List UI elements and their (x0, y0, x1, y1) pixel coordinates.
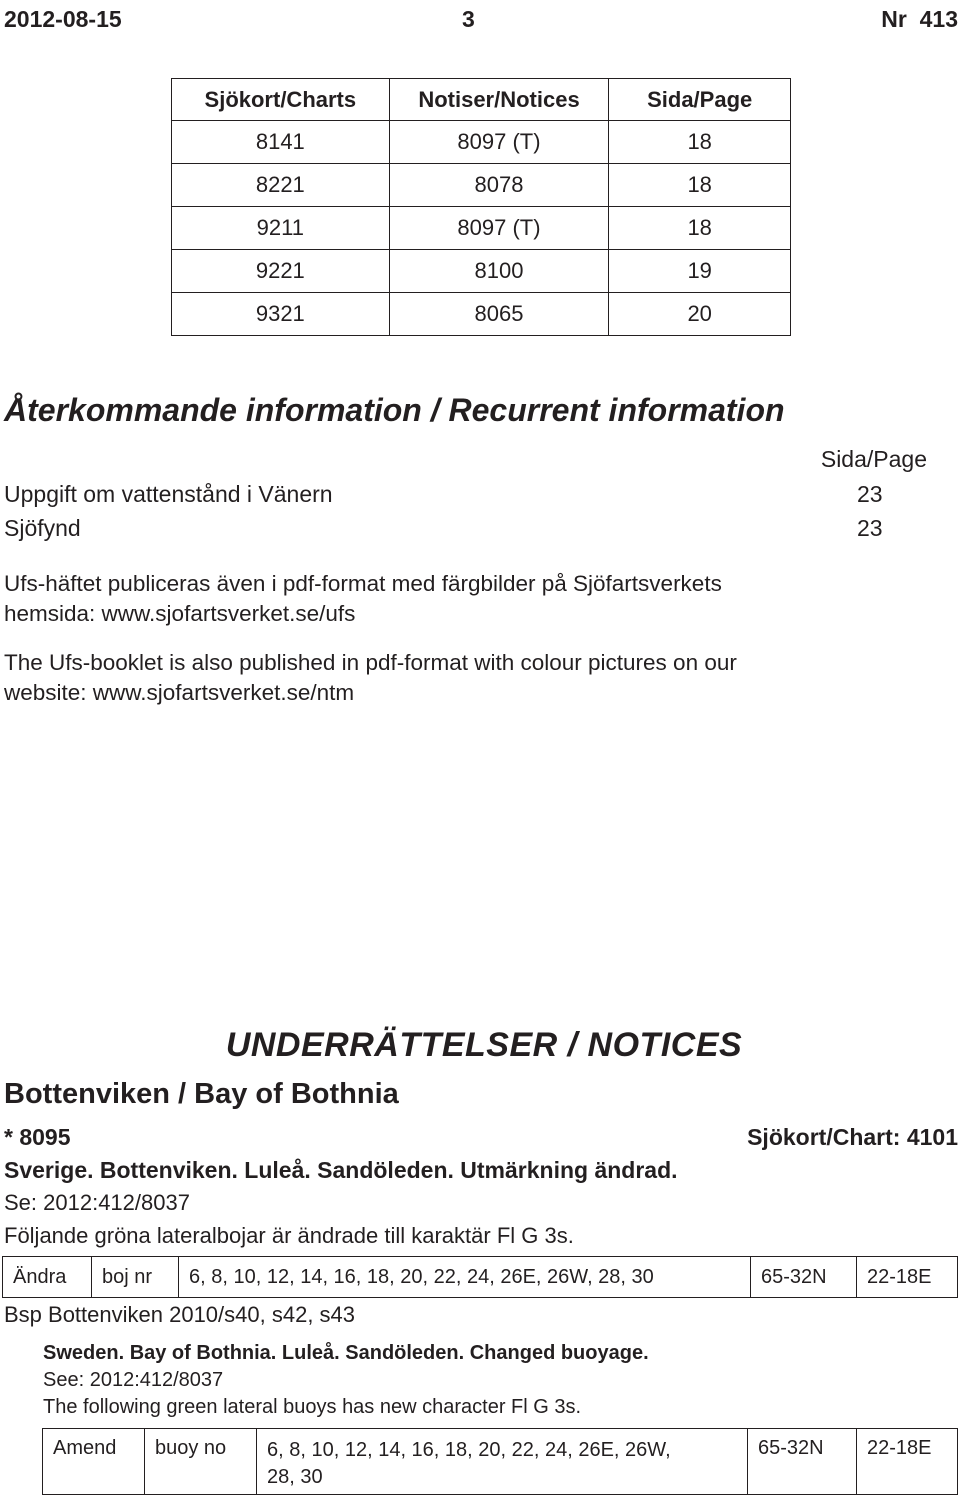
index-table (171, 78, 791, 336)
cell-longitude: 22-18E (857, 1429, 958, 1495)
cell-notice: 8078 (389, 164, 609, 207)
region-title: Bottenviken / Bay of Bothnia (4, 1078, 399, 1110)
cell-latitude: 65-32N (748, 1429, 857, 1495)
page-number: 3 (462, 6, 475, 32)
paragraph-line: Ufs-häftet publiceras även i pdf-format med färgbilder på Sjöfartsverkets (4, 571, 722, 596)
cell-latitude: 65-32N (751, 1257, 857, 1298)
recurrent-title: Återkommande information / Recurrent information (4, 392, 785, 428)
notice-text-swedish: Följande gröna lateralbojar är ändrade till karaktär Fl G 3s. (4, 1223, 574, 1248)
cell-chart: 9211 (172, 207, 390, 250)
recurrent-page-header: Sida/Page (820, 446, 927, 472)
paragraph-english (4, 648, 904, 708)
notice-heading-swedish: Sverige. Bottenviken. Luleå. Sandöleden. Utmärkning ändrad. (4, 1157, 678, 1183)
paragraph-line: website: www.sjofartsverket.se/ntm (4, 680, 355, 705)
table-row (172, 293, 791, 336)
chart-reference: Bsp Bottenviken 2010/s40, s42, s43 (4, 1302, 356, 1327)
notice-number: * 8095 (4, 1124, 71, 1150)
table-row (3, 1257, 958, 1298)
cell-notice: 8065 (389, 293, 609, 336)
notice-chart: Sjökort/Chart: 4101 (747, 1124, 958, 1150)
table-header-row (172, 79, 791, 121)
notice-text-english: The following green lateral buoys has new character Fl G 3s. (43, 1396, 582, 1418)
table-row (172, 121, 791, 164)
cell-object: boj nr (92, 1257, 179, 1298)
header-date: 2012-08-15 (4, 6, 122, 32)
cell-page: 18 (609, 164, 791, 207)
cell-action: Amend (43, 1429, 145, 1495)
paragraph-line: hemsida: www.sjofartsverket.se/ufs (4, 601, 356, 626)
buoy-numbers-line: 6, 8, 10, 12, 14, 16, 18, 20, 22, 24, 26E, 26W, (267, 1439, 671, 1461)
cell-page: 18 (609, 207, 791, 250)
cell-chart: 8141 (172, 121, 390, 164)
table-row (43, 1429, 958, 1495)
cell-page: 20 (609, 293, 791, 336)
issue-number: Nr 413 (881, 6, 958, 32)
paragraph-swedish (4, 569, 904, 629)
cell-page: 18 (609, 121, 791, 164)
notice-reference-english: See: 2012:412/8037 (43, 1369, 224, 1391)
table-row (172, 250, 791, 293)
cell-object: buoy no (145, 1429, 257, 1495)
table-row (172, 207, 791, 250)
column-header-charts: Sjökort/Charts (172, 79, 390, 121)
recurrent-item-label: Uppgift om vattenstånd i Vänern (4, 481, 333, 507)
paragraph-line: The Ufs-booklet is also published in pdf-format with colour pictures on our (4, 650, 737, 675)
cell-buoy-numbers: 6, 8, 10, 12, 14, 16, 18, 20, 22, 24, 26E, 26W, 28, 30 (179, 1257, 751, 1298)
cell-chart: 9321 (172, 293, 390, 336)
cell-page: 19 (609, 250, 791, 293)
cell-longitude: 22-18E (857, 1257, 958, 1298)
column-header-page: Sida/Page (609, 79, 791, 121)
notice-heading-english: Sweden. Bay of Bothnia. Luleå. Sandöleden. Changed buoyage. (43, 1342, 649, 1364)
buoy-numbers-line: 28, 30 (267, 1466, 323, 1488)
recurrent-item-page: 23 (857, 481, 883, 507)
cell-notice: 8097 (T) (389, 121, 609, 164)
cell-notice: 8100 (389, 250, 609, 293)
notice-reference-swedish: Se: 2012:412/8037 (4, 1190, 190, 1215)
recurrent-item-page: 23 (857, 515, 883, 541)
cell-chart: 9221 (172, 250, 390, 293)
notices-title: UNDERRÄTTELSER / NOTICES (225, 1026, 743, 1064)
cell-chart: 8221 (172, 164, 390, 207)
column-header-notices: Notiser/Notices (389, 79, 609, 121)
cell-notice: 8097 (T) (389, 207, 609, 250)
table-row (172, 164, 791, 207)
cell-buoy-numbers (257, 1429, 748, 1495)
buoy-table-swedish (2, 1256, 958, 1298)
cell-action: Ändra (3, 1257, 92, 1298)
recurrent-item-label: Sjöfynd (4, 515, 81, 541)
buoy-table-english (42, 1428, 958, 1495)
